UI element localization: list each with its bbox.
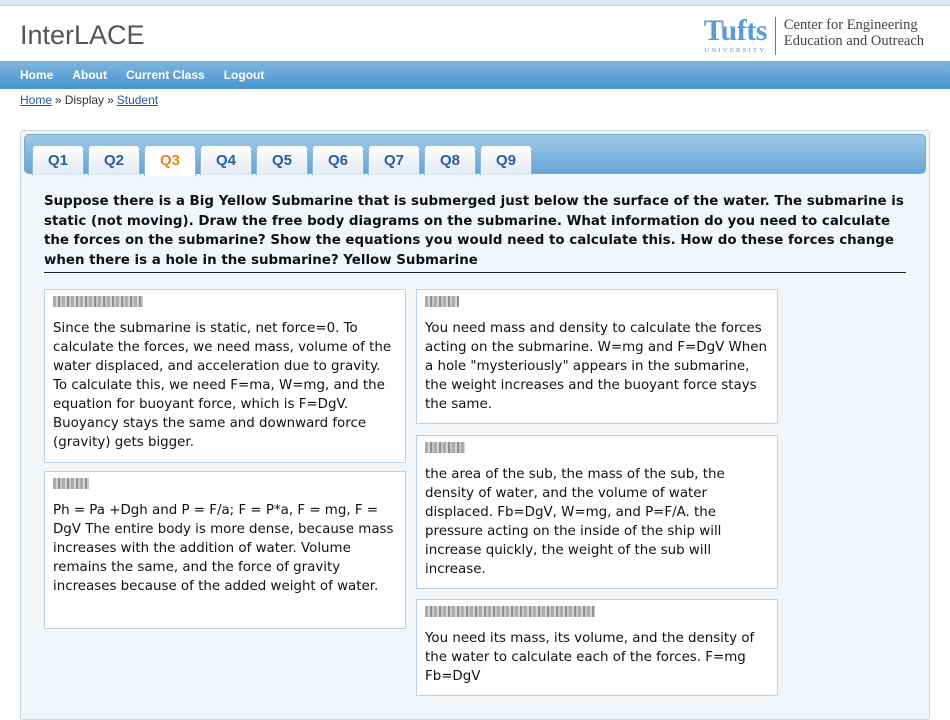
nav-home[interactable]: Home (20, 68, 54, 82)
tab-q4[interactable]: Q4 (200, 145, 252, 175)
answer-card (44, 289, 406, 463)
answer-card (416, 599, 778, 696)
tab-q5[interactable]: Q5 (256, 145, 308, 175)
tab-q6[interactable]: Q6 (312, 145, 364, 175)
question-panel (20, 130, 930, 720)
tufts-logo (703, 14, 776, 55)
answer-text: the area of the sub, the mass of the sub, the density of water, and the volume of water displaced. Fb=DgV, W=mg, and P=F/A. the pressure acting on the inside of the ship will increase quickly, the weight of the sub will increase. (425, 467, 725, 577)
center-name (784, 17, 924, 49)
question-tabs (24, 134, 926, 174)
answer-text: You need its mass, its volume, and the density of the water to calculate each of the forces. F=mg Fb=DgV (425, 631, 755, 684)
breadcrumb-student[interactable]: Student (116, 93, 159, 107)
breadcrumb-display: Display (64, 93, 105, 107)
redacted-student-name (53, 478, 89, 489)
breadcrumb-separator: » (107, 93, 114, 107)
answer-card (416, 289, 778, 424)
breadcrumb-separator: » (55, 93, 62, 107)
brand-logo[interactable] (703, 14, 924, 55)
tab-q3[interactable]: Q3 (144, 145, 196, 176)
tufts-subtitle: UNIVERSITY (704, 47, 767, 54)
tab-q7[interactable]: Q7 (368, 145, 420, 175)
tab-q9[interactable]: Q9 (480, 145, 532, 175)
tab-q2[interactable]: Q2 (88, 145, 140, 175)
tab-q1[interactable]: Q1 (32, 145, 84, 175)
redacted-student-name (425, 296, 459, 307)
redacted-student-name (53, 296, 143, 307)
center-name-line1: Center for Engineering (783, 17, 918, 33)
tufts-wordmark: Tufts (703, 14, 767, 47)
nav-logout[interactable]: Logout (223, 68, 265, 82)
app-title: InterLACE (20, 20, 145, 50)
nav-about[interactable]: About (72, 68, 107, 82)
answer-text: Since the submarine is static, net force=0. To calculate the forces, we need mass, volume of the water displaced, and acceleration due to gravity. To calculate this, we need F=ma, W=mg, and the equation for buoyant force, which is F=DgV. Buoyancy stays the same and downward force (gravity) gets bigger. (53, 321, 392, 450)
header (0, 6, 950, 61)
tab-q8[interactable]: Q8 (424, 145, 476, 175)
answer-text: You need mass and density to calculate the forces acting on the submarine. W=mg and F=DgV When a hole "mysteriously" appears in the submarine, the weight increases and the buoyant force stays the same. (425, 321, 767, 412)
breadcrumb-home[interactable]: Home (20, 93, 53, 107)
redacted-student-name (425, 606, 595, 617)
center-name-line2: Education and Outreach (783, 33, 924, 49)
question-text: Suppose there is a Big Yellow Submarine that is submerged just below the surface of the water. The submarine is static (not moving). Draw the free body diagrams on the submarine. What information do you need to calculate the forces on the submarine? Show the equations you would need to calculate this. How do these forces change when there is a hole in the submarine? Yellow Submarine (44, 192, 906, 273)
answer-text: Ph = Pa +Dgh and P = F/a; F = P*a, F = mg, F = DgV The entire body is more dense, because mass increases with the addition of water. Volume remains the same, and the force of gravity increases because of the added weight of water. (53, 503, 394, 594)
redacted-student-name (425, 442, 465, 453)
breadcrumb (0, 89, 950, 110)
main-nav (0, 61, 950, 89)
answer-card (416, 435, 778, 589)
nav-current-class[interactable]: Current Class (126, 68, 205, 82)
answer-card (44, 471, 406, 629)
